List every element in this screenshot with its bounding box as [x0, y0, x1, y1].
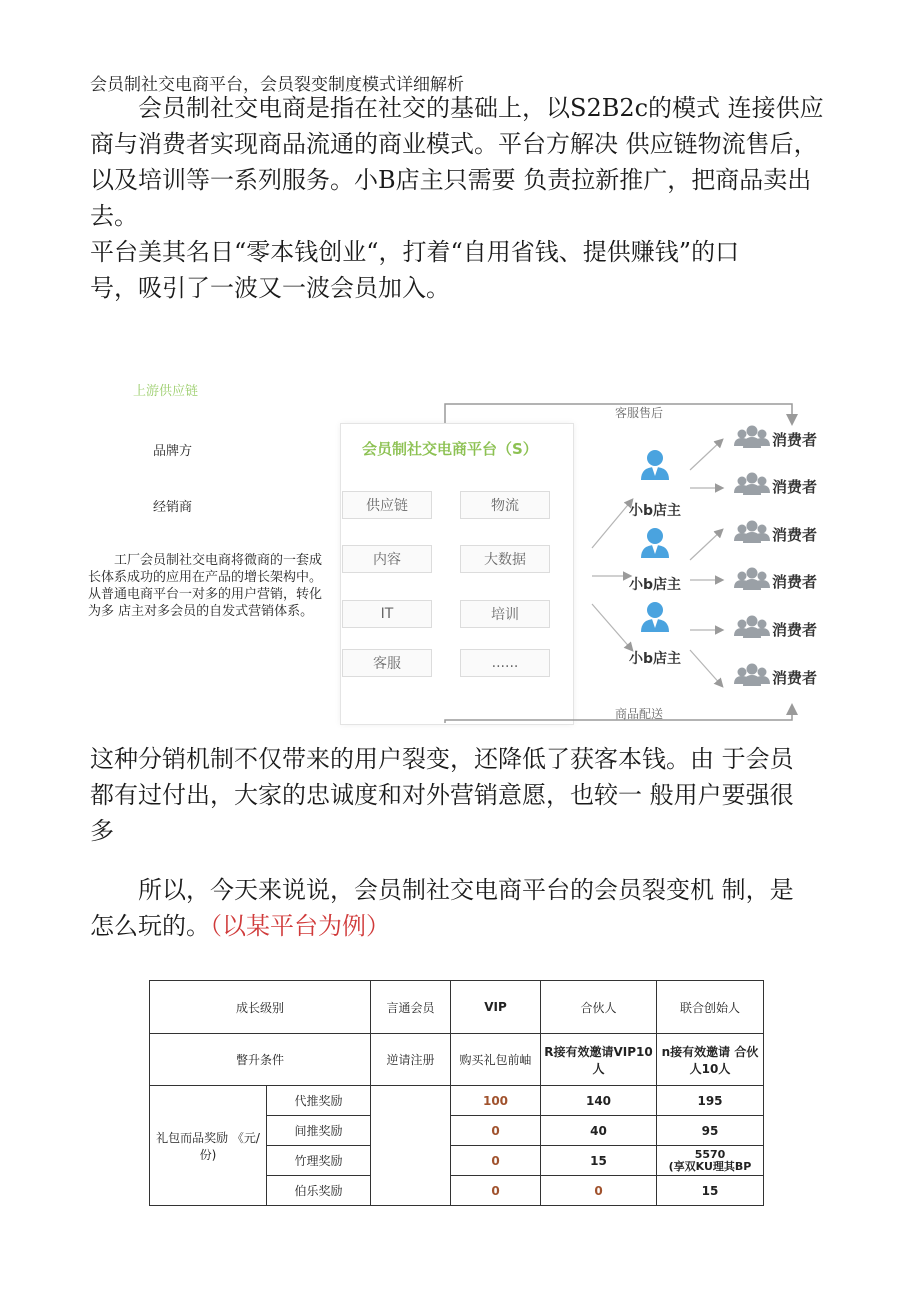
consumer-group-icon	[734, 568, 770, 591]
text-line: 号，吸引了一波又一波会员加入。	[90, 274, 450, 302]
store-owner-icon	[641, 602, 669, 632]
text-line: 平台美其名日“零本钱创业“，打着“自用省钱、提供赚钱”的口	[90, 238, 740, 266]
table-cell: 40	[541, 1116, 657, 1146]
table-cell: 0	[451, 1146, 541, 1176]
service-it: IT	[342, 600, 432, 628]
table-cell: 140	[541, 1086, 657, 1116]
table-cell: 15	[541, 1146, 657, 1176]
table-row	[150, 981, 764, 1034]
consumer-label: 消费者	[772, 621, 818, 639]
service-content: 内容	[342, 545, 432, 573]
table-header-cell: 联合创始人	[657, 981, 764, 1034]
table-cell: 瞥升条件	[150, 1034, 371, 1086]
table-cell: 间推奖励	[267, 1116, 371, 1146]
diagram-description: 工厂会员制社交电商将微商的一套成长体系成功的应用在产品的增长架构中。从普通电商平台一对多的用户营销，转化为多 店主对多会员的自发式营销体系。	[88, 553, 323, 619]
consumer-group-icon	[734, 616, 770, 639]
table-row	[150, 1086, 764, 1116]
table-header-cell: VIP	[451, 981, 541, 1034]
table-cell: n接有效邀请 合伙人10人	[657, 1034, 764, 1086]
table-cell: 195	[657, 1086, 764, 1116]
table-cell: R接有效邀请VIP10人	[541, 1034, 657, 1086]
table-cell-note: (享双KU理其BP	[668, 1159, 752, 1173]
arrow-to-consumer	[690, 530, 722, 560]
table-cell: 0	[541, 1176, 657, 1206]
platform-title: 会员制社交电商平台（S）	[362, 440, 538, 458]
table-cell: 0	[451, 1116, 541, 1146]
example-note: （以某平台为例）	[210, 912, 390, 940]
table-cell	[371, 1086, 451, 1206]
consumer-group-icon	[734, 664, 770, 687]
arrow-to-store-1	[592, 500, 632, 548]
table-cell: 逆请注册	[371, 1034, 451, 1086]
table-row	[150, 1034, 764, 1086]
consumer-label: 消费者	[772, 669, 818, 687]
arrow-to-consumer	[690, 650, 722, 686]
consumer-label: 消费者	[772, 431, 818, 449]
text-line	[90, 908, 850, 944]
table-cell-value: 5570	[694, 1147, 726, 1161]
table-cell: 100	[451, 1086, 541, 1116]
table-cell: 代推奖励	[267, 1086, 371, 1116]
service-training: 培训	[460, 600, 550, 628]
service-big-data: 大数据	[460, 545, 550, 573]
table-group-label: 礼包而品奖励 《元/份)	[150, 1086, 267, 1206]
consumer-group-icon	[734, 521, 770, 544]
brand-label: 品牌方	[153, 444, 193, 459]
text-line: 商与消费者实现商品流通的商业模式。平台方解决 供应链物流售后，	[90, 130, 818, 158]
table-cell: 95	[657, 1116, 764, 1146]
text-line: 以及培训等一系列服务。小B店主只需要 负责拉新推广，把商品卖出	[90, 166, 812, 194]
table-cell: 竹理奖励	[267, 1146, 371, 1176]
service-logistics: 物流	[460, 491, 550, 519]
service-more: ......	[460, 649, 550, 677]
arrow-to-consumer	[690, 440, 722, 470]
consumer-group-icon	[734, 473, 770, 496]
consumer-group-icon	[734, 426, 770, 449]
text-line: 所以，今天来说说，会员制社交电商平台的会员裂变机 制，是	[138, 876, 794, 904]
table-header-cell: 成长级别	[150, 981, 371, 1034]
text-line: 都有过付出，大家的忠诚度和对外营销意愿，也较一 般用户要强很	[90, 781, 794, 809]
table-header-cell: 合伙人	[541, 981, 657, 1034]
membership-reward-table	[149, 980, 764, 1206]
store-owner-label: 小b店主	[629, 503, 682, 519]
table-cell: 15	[657, 1176, 764, 1206]
table-cell: 购买礼包前岫	[451, 1034, 541, 1086]
arrow-to-store-3	[592, 604, 632, 650]
table-cell: 伯乐奖励	[267, 1176, 371, 1206]
consumer-label: 消费者	[772, 478, 818, 496]
table-header-cell: 言通会员	[371, 981, 451, 1034]
store-owner-label: 小b店主	[629, 577, 682, 593]
service-supply-chain: 供应链	[342, 491, 432, 519]
table-cell: 0	[451, 1176, 541, 1206]
consumer-label: 消费者	[772, 573, 818, 591]
paragraph-benefits	[90, 741, 850, 849]
store-owner-icon	[641, 450, 669, 480]
text-line: 这种分销机制不仅带来的用户裂变，还降低了获客本钱。由 于会员	[90, 745, 794, 773]
text-line: 去。	[90, 202, 138, 230]
text-line: 会员制社交电商是指在社交的基础上，以S2B2c的模式 连接供应	[138, 94, 824, 122]
text-span: 怎么玩的。	[90, 912, 210, 940]
consumer-label: 消费者	[772, 526, 818, 544]
store-owner-label: 小b店主	[629, 651, 682, 667]
text-line: 多	[90, 817, 114, 845]
document-title: 会员制社交电商平台，会员裂变制度模式详细解析	[90, 75, 464, 95]
paragraph-topic	[90, 872, 850, 944]
upstream-label: 上游供应链	[133, 384, 199, 399]
table-cell	[657, 1146, 764, 1176]
service-customer-service: 客服	[342, 649, 432, 677]
store-owner-icon	[641, 528, 669, 558]
after-sales-label: 客服售后	[615, 406, 664, 420]
delivery-label: 商品配送	[615, 707, 664, 721]
dealer-label: 经销商	[153, 500, 193, 515]
